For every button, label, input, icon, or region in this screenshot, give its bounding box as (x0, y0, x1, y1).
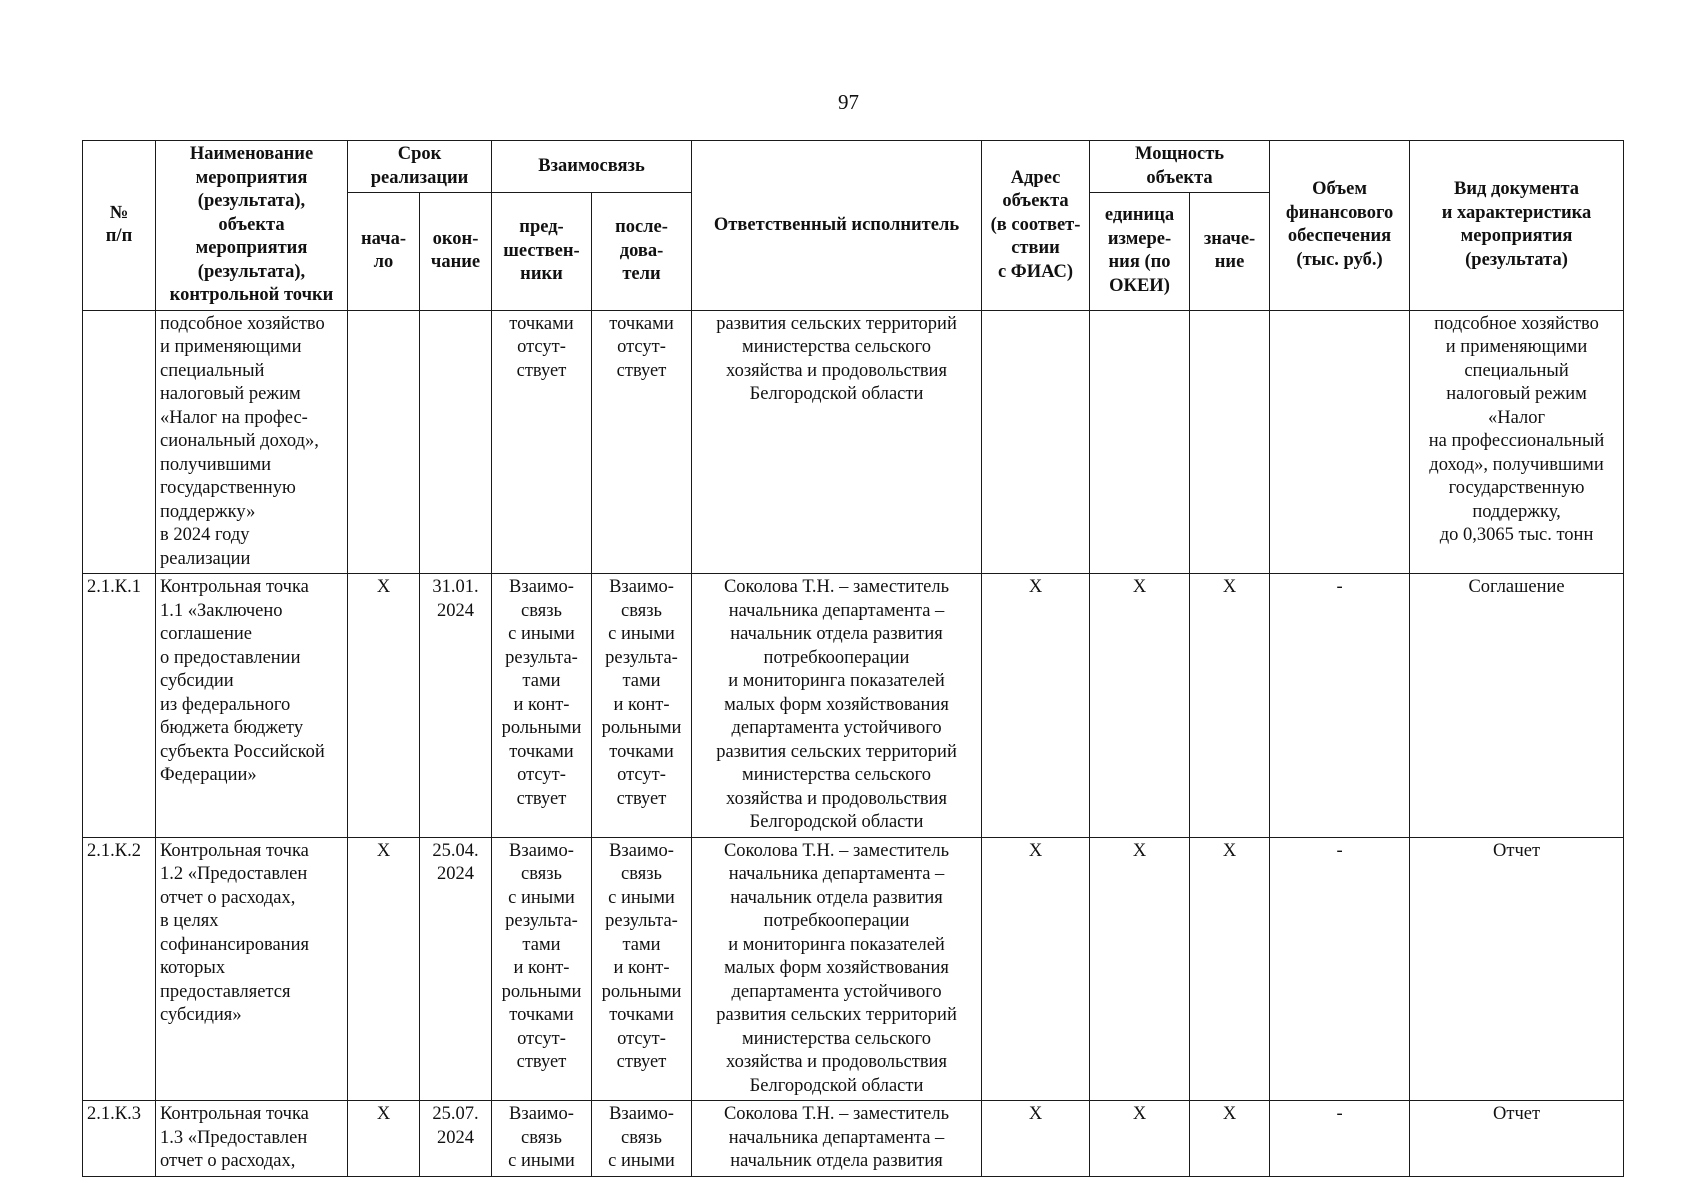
header-capacity-unit: единица измере- ния (по ОКЕИ) (1090, 193, 1190, 310)
cell-num: 2.1.К.1 (83, 574, 156, 838)
cell-prev: точками отсут- ствует (492, 310, 592, 574)
header-name: Наименование мероприятия (результата), объекта мероприятия (результата), контрольной точки (156, 141, 348, 311)
cell-address (982, 310, 1090, 574)
cell-end (420, 310, 492, 574)
cell-unit: X (1090, 574, 1190, 838)
header-period-start: нача- ло (348, 193, 420, 310)
table-row (83, 837, 1624, 1101)
header-period-end: окон- чание (420, 193, 492, 310)
table-row (83, 574, 1624, 838)
table-row (83, 310, 1624, 574)
cell-address: X (982, 1101, 1090, 1177)
header-relation-prev: пред- шествен- ники (492, 193, 592, 310)
table-header (83, 141, 1624, 311)
cell-name: Контрольная точка 1.1 «Заключено соглашение о предоставлении субсидии из федерального бюджета бюджету субъекта Российской Федерации» (156, 574, 348, 838)
header-num: № п/п (83, 141, 156, 311)
cell-value: X (1190, 574, 1270, 838)
cell-name: Контрольная точка 1.2 «Предоставлен отчет о расходах, в целях софинансирования которых предоставляется субсидия» (156, 837, 348, 1101)
cell-prev: Взаимо- связь с иными результа- тами и конт- рольными точками отсут- ствует (492, 574, 592, 838)
cell-next: точками отсут- ствует (592, 310, 692, 574)
cell-doc: подсобное хозяйство и применяющими специальный налоговый режим «Налог на профессиональный доход», получившими государственную поддержку, до 0,3065 тыс. тонн (1410, 310, 1624, 574)
cell-next: Взаимо- связь с иными результа- тами и конт- рольными точками отсут- ствует (592, 837, 692, 1101)
header-address: Адрес объекта (в соответ- ствии с ФИАС) (982, 141, 1090, 311)
cell-doc: Отчет (1410, 1101, 1624, 1177)
page-number: 97 (838, 90, 859, 114)
cell-responsible: развития сельских территорий министерства сельского хозяйства и продовольствия Белгородской области (692, 310, 982, 574)
cell-name: подсобное хозяйство и применяющими специальный налоговый режим «Налог на профес- сиональный доход», получившими государственную поддержку» в 2024 году реализации (156, 310, 348, 574)
cell-finance: - (1270, 1101, 1410, 1177)
cell-value (1190, 310, 1270, 574)
cell-num: 2.1.К.3 (83, 1101, 156, 1177)
table-row (83, 1101, 1624, 1177)
header-relation-next: после- дова- тели (592, 193, 692, 310)
header-capacity: Мощность объекта (1090, 141, 1270, 193)
cell-start (348, 310, 420, 574)
header-finance: Объем финансового обеспечения (тыс. руб.) (1270, 141, 1410, 311)
header-capacity-value: значе- ние (1190, 193, 1270, 310)
activities-table (82, 140, 1624, 1177)
cell-unit (1090, 310, 1190, 574)
cell-responsible: Соколова Т.Н. – заместитель начальника департамента – начальник отдела развития потребкооперации и мониторинга показателей малых форм хозяйствования департамента устойчивого развития сельских территорий министерства сельского хозяйства и продовольствия Белгородской области (692, 837, 982, 1101)
header-doc-type: Вид документа и характеристика мероприятия (результата) (1410, 141, 1624, 311)
cell-start: X (348, 837, 420, 1101)
cell-num (83, 310, 156, 574)
cell-finance: - (1270, 837, 1410, 1101)
cell-address: X (982, 837, 1090, 1101)
cell-unit: X (1090, 837, 1190, 1101)
cell-name: Контрольная точка 1.3 «Предоставлен отчет о расходах, (156, 1101, 348, 1177)
cell-value: X (1190, 837, 1270, 1101)
cell-start: X (348, 574, 420, 838)
cell-address: X (982, 574, 1090, 838)
cell-value: X (1190, 1101, 1270, 1177)
cell-num: 2.1.К.2 (83, 837, 156, 1101)
cell-doc: Отчет (1410, 837, 1624, 1101)
cell-finance: - (1270, 574, 1410, 838)
cell-next: Взаимо- связь с иными результа- тами и конт- рольными точками отсут- ствует (592, 574, 692, 838)
cell-end: 25.07. 2024 (420, 1101, 492, 1177)
header-period: Срок реализации (348, 141, 492, 193)
cell-responsible: Соколова Т.Н. – заместитель начальника департамента – начальник отдела развития (692, 1101, 982, 1177)
cell-end: 31.01. 2024 (420, 574, 492, 838)
cell-responsible: Соколова Т.Н. – заместитель начальника департамента – начальник отдела развития потребкооперации и мониторинга показателей малых форм хозяйствования департамента устойчивого развития сельских территорий министерства сельского хозяйства и продовольствия Белгородской области (692, 574, 982, 838)
header-responsible: Ответственный исполнитель (692, 141, 982, 311)
cell-prev: Взаимо- связь с иными результа- тами и конт- рольными точками отсут- ствует (492, 837, 592, 1101)
cell-finance (1270, 310, 1410, 574)
cell-doc: Соглашение (1410, 574, 1624, 838)
header-relation: Взаимосвязь (492, 141, 692, 193)
cell-start: X (348, 1101, 420, 1177)
cell-next: Взаимо- связь с иными (592, 1101, 692, 1177)
cell-prev: Взаимо- связь с иными (492, 1101, 592, 1177)
cell-end: 25.04. 2024 (420, 837, 492, 1101)
cell-unit: X (1090, 1101, 1190, 1177)
